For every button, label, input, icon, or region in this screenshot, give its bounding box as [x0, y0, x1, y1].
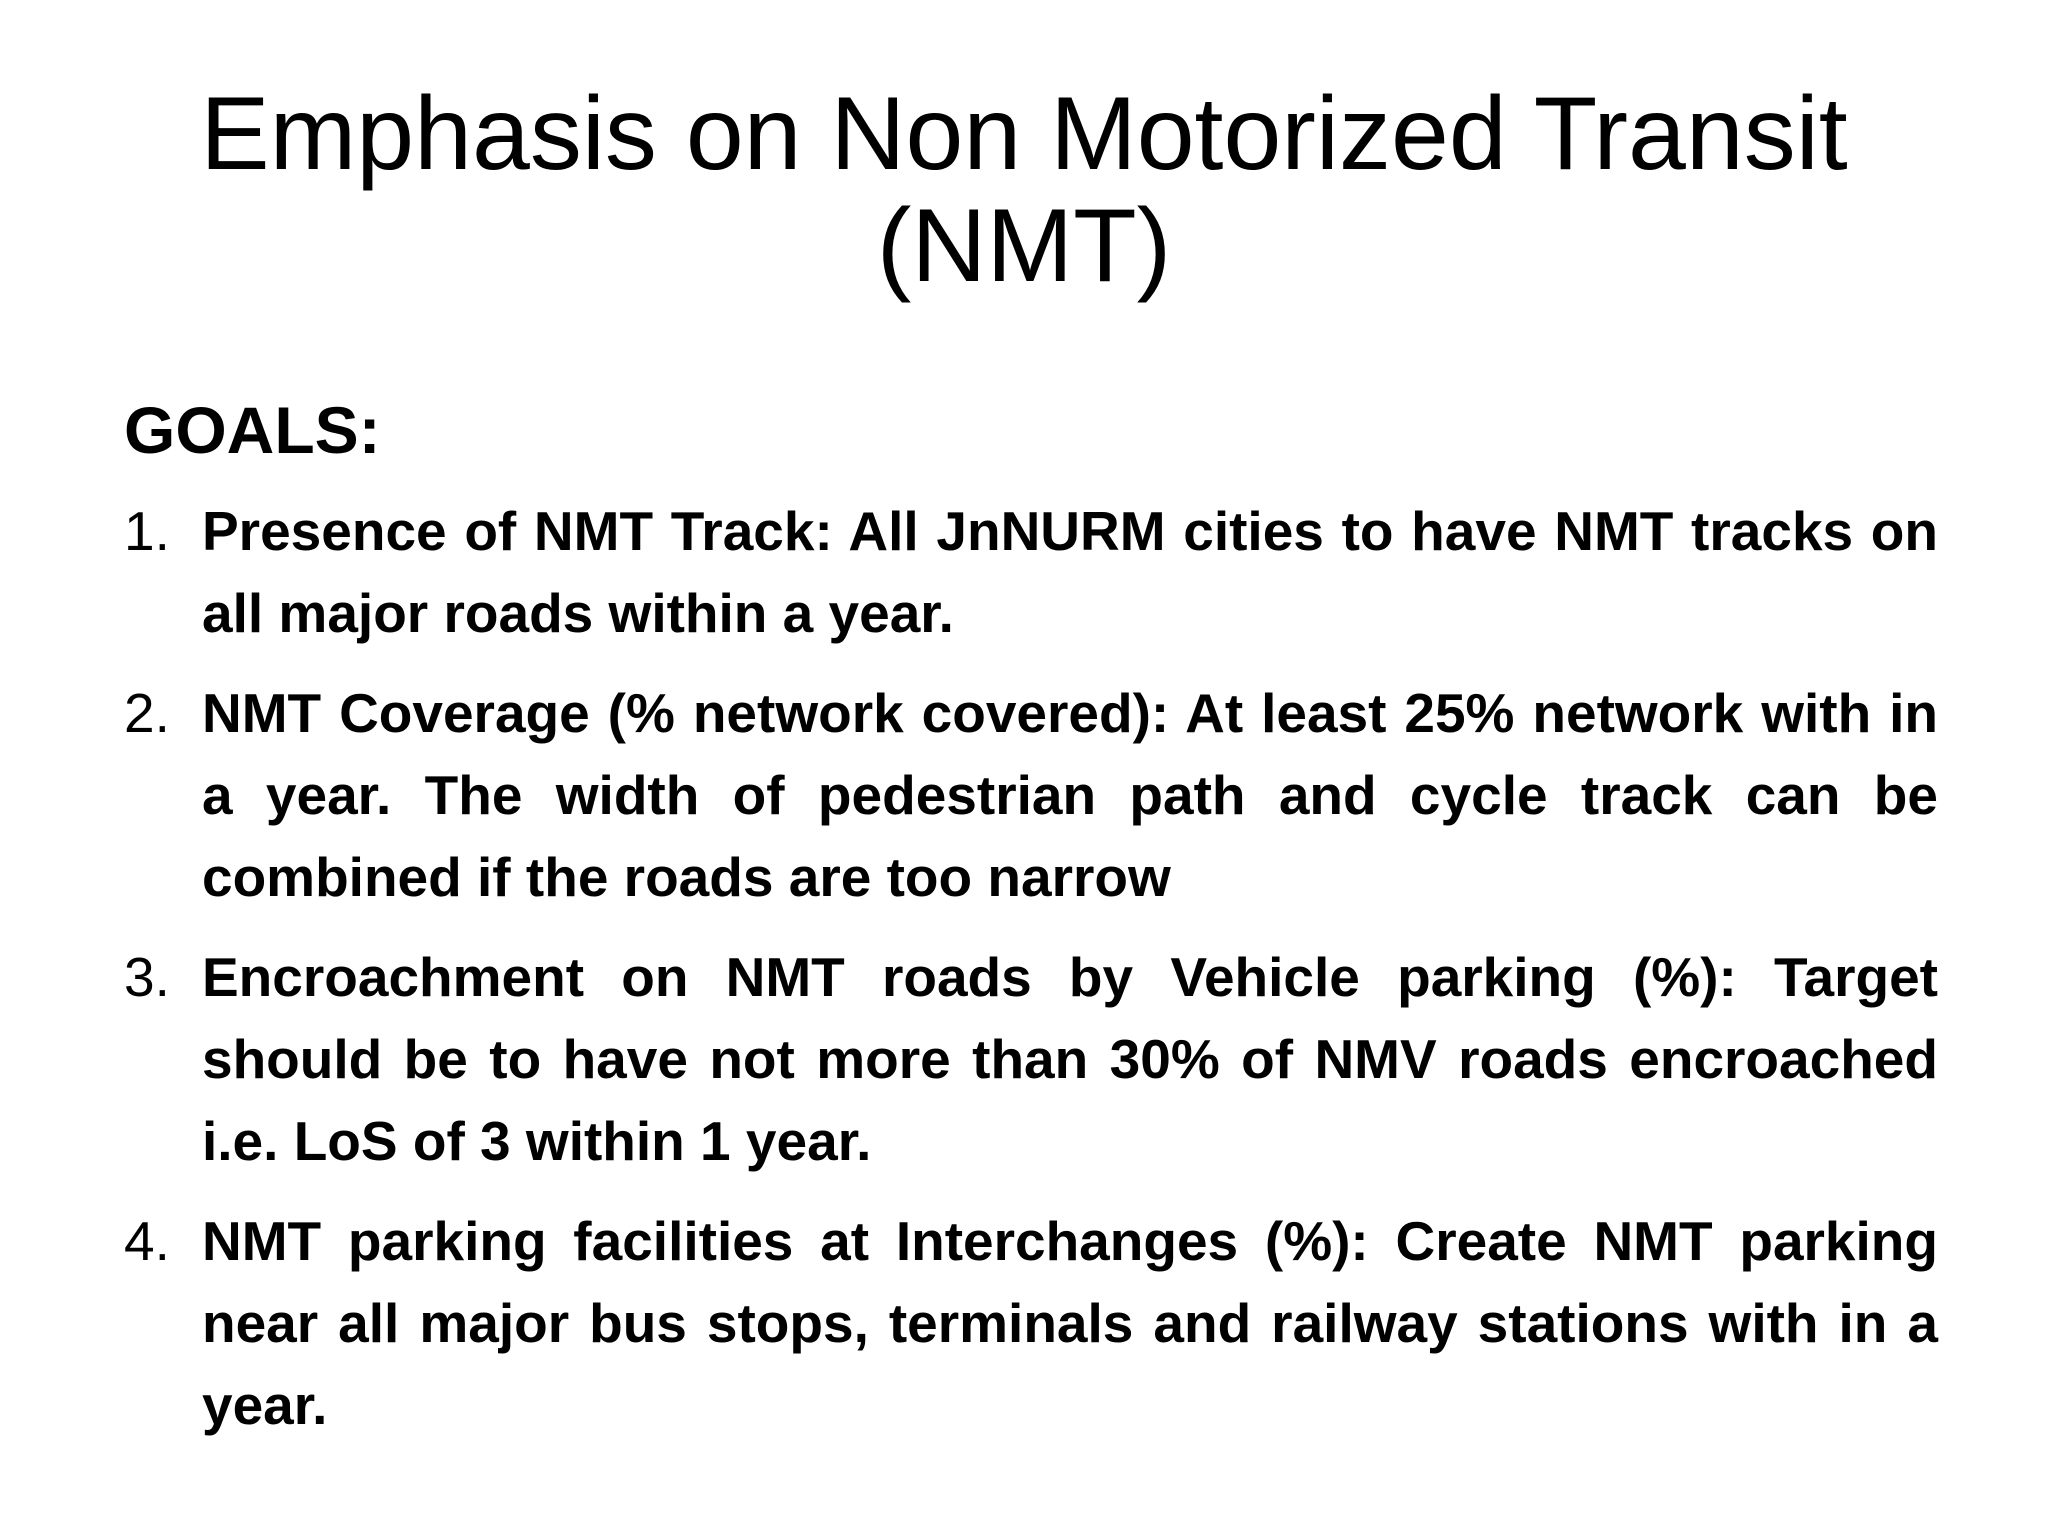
- goal-item-1: [124, 490, 1938, 654]
- goal-item-2: [124, 672, 1938, 918]
- slide-title-line-2: (NMT): [876, 188, 1172, 304]
- goal-item-3: [124, 936, 1938, 1182]
- goal-text: NMT Coverage (% network covered): At least 25% network with in a year. The width of pedestrian path and cycle track can be combined if the roads are too narrow: [202, 682, 1938, 908]
- goal-number: 2.: [124, 682, 170, 744]
- goal-number: 3.: [124, 946, 170, 1008]
- goal-item-4: [124, 1200, 1938, 1446]
- goals-list: [124, 490, 1938, 1464]
- goal-number: 1.: [124, 500, 170, 562]
- goal-number: 4.: [124, 1210, 170, 1272]
- goals-heading: GOALS:: [124, 393, 381, 467]
- goal-text: NMT parking facilities at Interchanges (%): Create NMT parking near all major bus stops, terminals and railway stations with in a year.: [202, 1210, 1938, 1436]
- goal-text: Presence of NMT Track: All JnNURM cities to have NMT tracks on all major roads within a year.: [202, 500, 1938, 644]
- goal-text: Encroachment on NMT roads by Vehicle parking (%): Target should be to have not more than 30% of NMV roads encroached i.e. LoS of 3 within 1 year.: [202, 946, 1938, 1172]
- slide-title: [100, 78, 1948, 302]
- slide-title-line-1: Emphasis on Non Motorized Transit: [200, 76, 1848, 192]
